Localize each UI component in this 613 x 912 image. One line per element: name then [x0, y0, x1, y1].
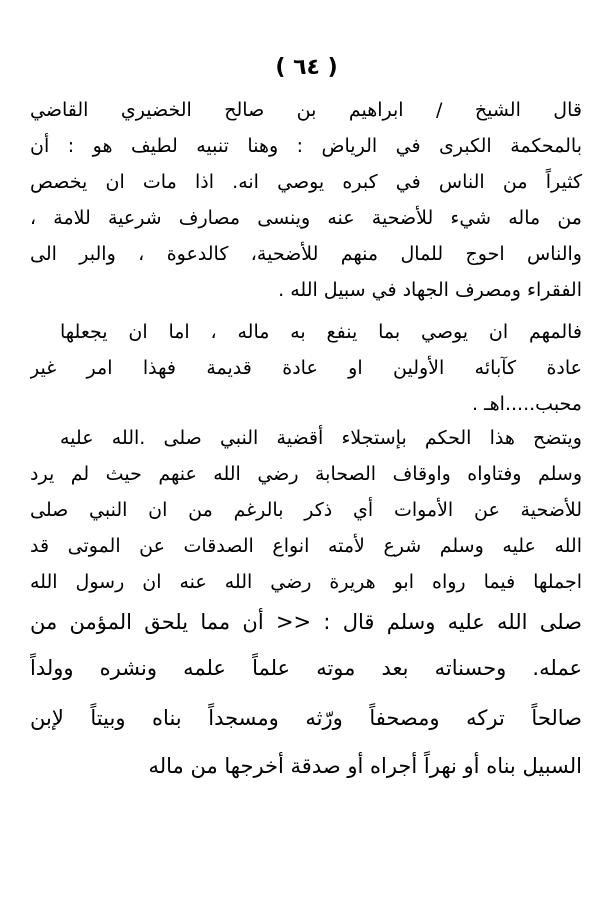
- text-line: ويتضح هذا الحكم بإستجلاء أقضية النبي صلى .الله عليه: [60, 427, 582, 449]
- text-line: والناس احوج للمال منهم للأضحية، كالدعوة ، والبر الى: [30, 243, 582, 265]
- text-line: السبيل بناه أو نهراً أجراه أو صدقة أخرجها من ماله: [148, 754, 582, 778]
- text-line: صالحاً تركه ومصحفاً ورّثه ومسجداً بناه وبيتاً لإبن: [30, 706, 582, 730]
- text-line: وسلم وفتاواه واوقاف الصحابة رضي الله عنهم حيث لم يرد: [30, 463, 582, 485]
- text-line: صلى الله عليه وسلم قال : << أن مما يلحق المؤمن من: [30, 610, 582, 634]
- text-line: عمله. وحسناته بعد موته علماً علمه ونشره وولداً: [30, 656, 582, 680]
- text-line: فالمهم ان يوصي بما ينفع به ماله ، اما ان يجعلها: [60, 321, 582, 343]
- text-line: الفقراء ومصرف الجهاد في سبيل الله .: [278, 279, 582, 301]
- text-line: كثيراً من الناس في كبره يوصي انه. اذا مات ان يخصص: [30, 171, 582, 193]
- text-line: محبب.....اهـ .: [472, 393, 582, 415]
- text-line: قال الشيخ / ابراهيم بن صالح الخضيري القاضي: [30, 99, 582, 121]
- text-line: الله عليه وسلم شرع لأمته انواع الصدقات عن الموتى قد: [30, 535, 582, 557]
- text-line: للأضحية عن الأموات أي ذكر بالرغم من ان النبي صلى: [30, 499, 582, 521]
- text-line: بالمحكمة الكبرى في الرياض : وهنا تنبيه لطيف هو : أن: [30, 135, 582, 157]
- text-line: من ماله شيء للأضحية عنه وينسى مصارف شرعية للامة ،: [30, 207, 582, 229]
- text-line: عادة كآبائه الأولين او عادة قديمة فهذا امر غير: [30, 357, 582, 379]
- text-line: اجملها فيما رواه ابو هريرة رضي الله عنه ان رسول الله: [30, 571, 582, 593]
- page-number: ( ٦٤ ): [275, 55, 338, 80]
